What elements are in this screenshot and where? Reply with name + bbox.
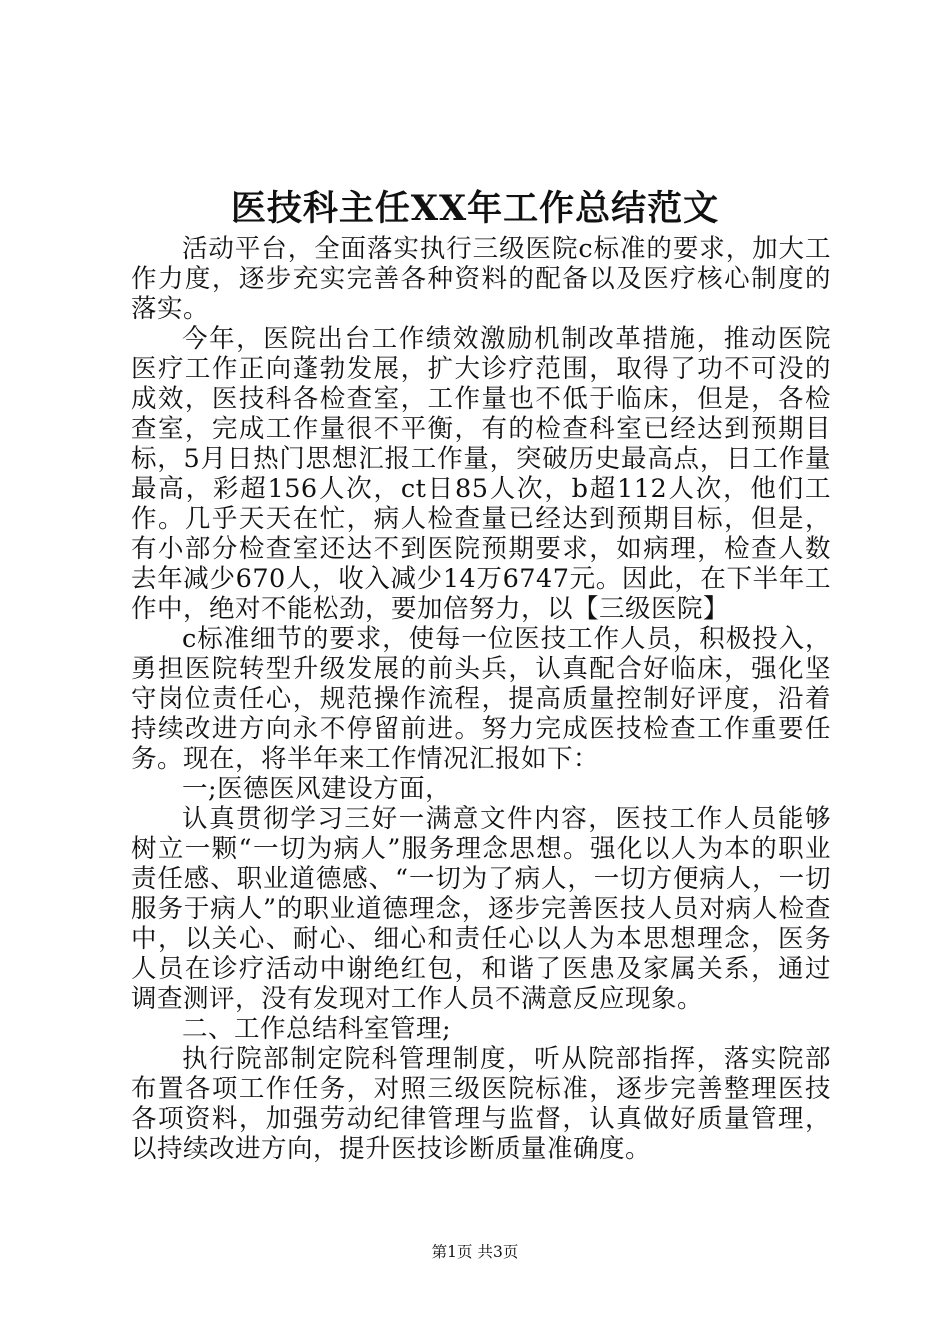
paragraph: 执行院部制定院科管理制度，听从院部指挥，落实院部布置各项工作任务，对照三级医院标准，逐步完善整理医技各项资料，加强劳动纪律管理与监督，认真做好质量管理，以持续改进方向，提升医技诊断质量准确度。 xyxy=(131,1044,831,1164)
section-heading: 二、工作总结科室管理; xyxy=(182,1014,452,1044)
paragraph: 今年，医院出台工作绩效激励机制改革措施，推动医院医疗工作正向蓬勃发展，扩大诊疗范围，取得了功不可没的成效，医技科各检查室，工作量也不低于临床，但是，各检查室，完成工作量很不平衡，有的检查科室已经达到预期目标，5月日热门思想汇报工作量，突破历史最高点，日工作量最高，彩超156人次，ct日85人次，b超112人次，他们工作。几乎天天在忙，病人检查量已经达到预期目标，但是，有小部分检查室还达不到医院预期要求，如病理，检查人数去年减少670人，收入减少14万6747元。因此，在下半年工作中，绝对不能松劲，要加倍努力，以【三级医院】 xyxy=(131,324,831,624)
paragraph: c标准细节的要求，使每一位医技工作人员，积极投入，勇担医院转型升级发展的前头兵，认真配合好临床，强化坚守岗位责任心，规范操作流程，提高质量控制好评度，沿着持续改进方向永不停留前进。努力完成医技检查工作重要任务。现在，将半年来工作情况汇报如下： xyxy=(131,624,831,774)
paragraph: 活动平台，全面落实执行三级医院c标准的要求，加大工作力度，逐步充实完善各种资料的配备以及医疗核心制度的落实。 xyxy=(131,234,831,324)
document-title: 医技科主任XX年工作总结范文 xyxy=(230,188,720,229)
page-footer: 第1页 共3页 xyxy=(431,1243,519,1261)
document-body xyxy=(131,234,831,1164)
section-heading: 一;医德医风建设方面， xyxy=(182,774,452,804)
paragraph: 认真贯彻学习三好一满意文件内容，医技工作人员能够树立一颗“一切为病人”服务理念思想。强化以人为本的职业责任感、职业道德感、“一切为了病人，一切方便病人，一切服务于病人”的职业道德理念，逐步完善医技人员对病人检查中，以关心、耐心、细心和责任心以人为本思想理念，医务人员在诊疗活动中谢绝红包，和谐了医患及家属关系，通过调查测评，没有发现对工作人员不满意反应现象。 xyxy=(131,804,831,1014)
